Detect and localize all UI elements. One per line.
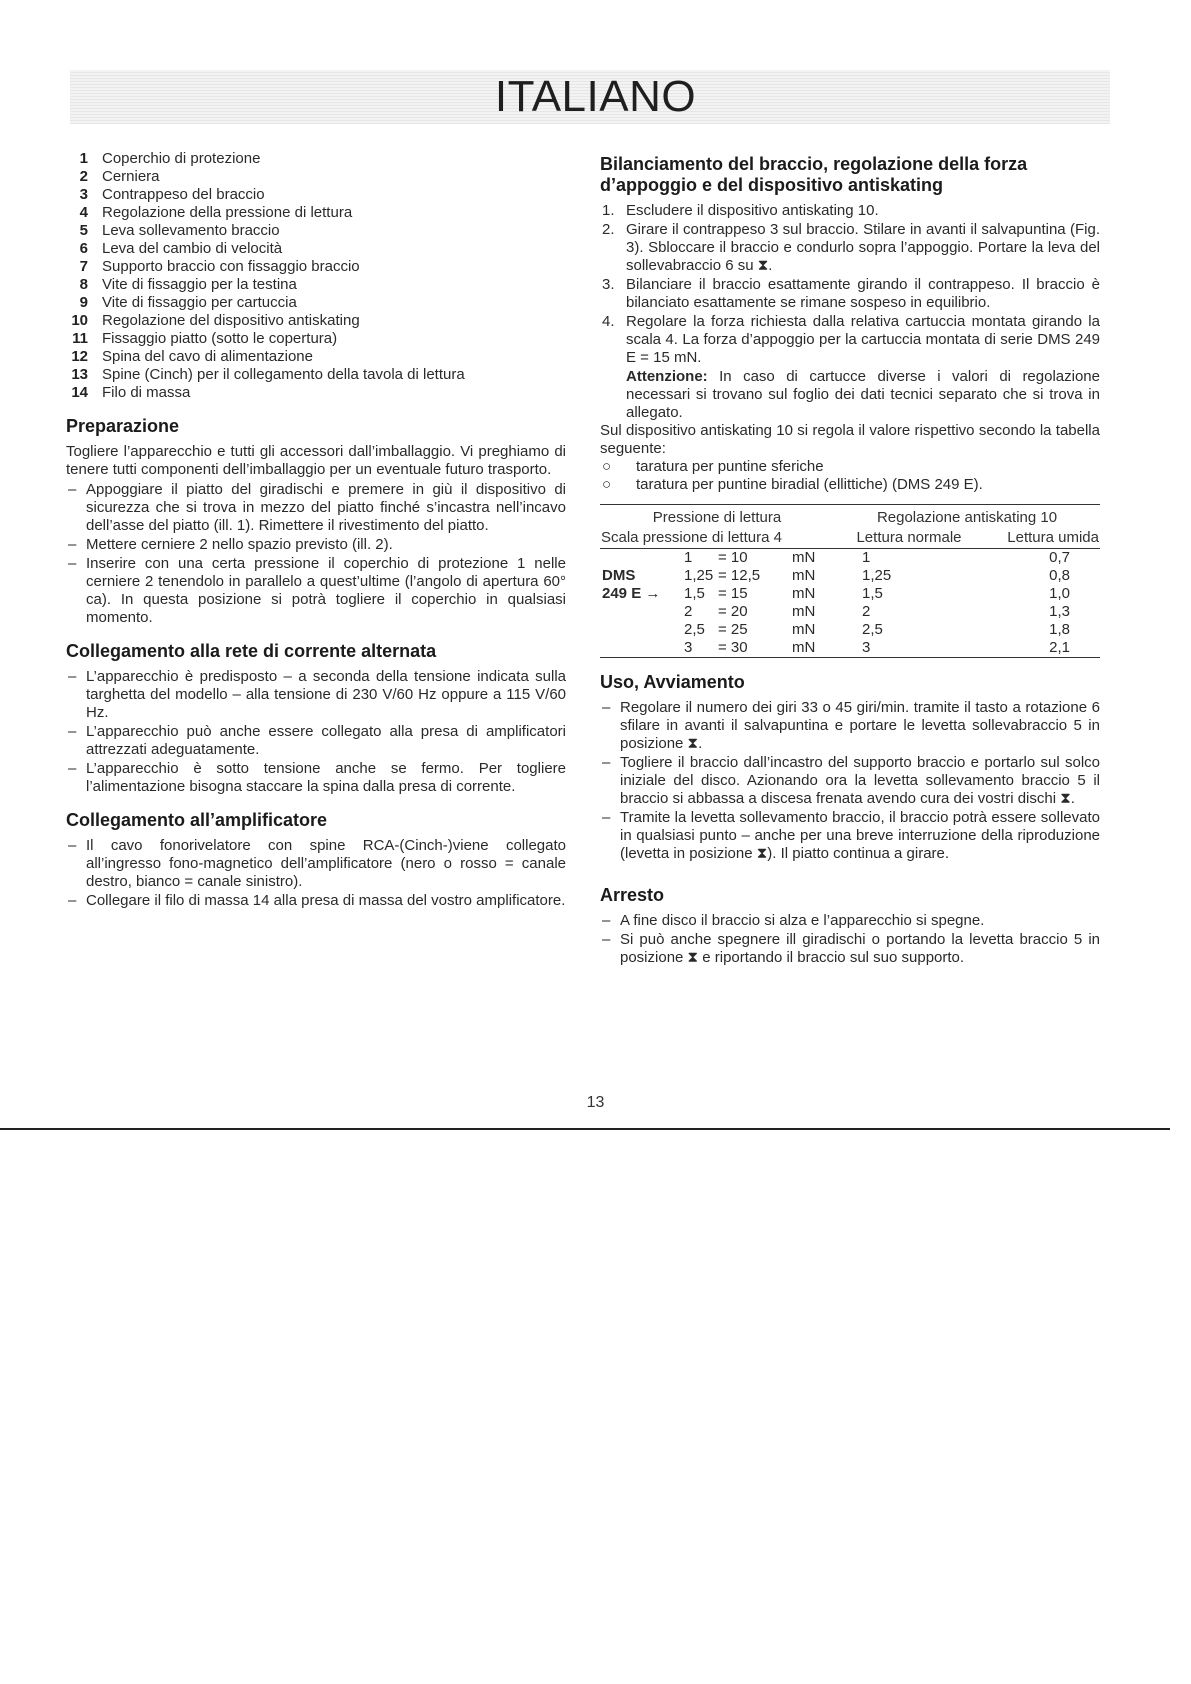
list-item: – Il cavo fonorivelatore con spine RCA-(Cinch-)viene collegato all’ingresso fono-magnetico dell’amplificatore (nero o rosso = canale destro, bianco = canale sinistro).: [66, 837, 566, 891]
scale-cell: 1: [684, 549, 693, 566]
bilanciamento-steps: [600, 202, 1100, 367]
parts-list-item: [66, 204, 566, 222]
wet-cell: 2,1: [984, 639, 1100, 658]
normal-cell: 3: [834, 639, 984, 658]
list-item: – A fine disco il braccio si alza e l’apparecchio si spegne.: [600, 912, 1100, 930]
unit-cell: mN: [792, 567, 816, 584]
part-number: 7: [79, 258, 88, 275]
step-number: 3.: [602, 276, 615, 293]
parts-list-item: [66, 348, 566, 366]
step-number: 4.: [602, 313, 615, 330]
part-label: Supporto braccio con fissaggio braccio: [102, 258, 360, 275]
table-row: [600, 567, 1100, 585]
parts-list-item: [66, 240, 566, 258]
list-item: – L’apparecchio può anche essere collegato alla presa di amplificatori attrezzati adeguatamente.: [66, 723, 566, 759]
calibration-table: [600, 504, 1100, 658]
part-label: Leva sollevamento braccio: [102, 222, 280, 239]
force-cell: = 10: [718, 549, 748, 566]
part-label: Fissaggio piatto (sotto le copertura): [102, 330, 338, 347]
model-cell: [600, 549, 682, 568]
force-cell: = 25: [718, 621, 748, 638]
table-row: [600, 639, 1100, 658]
model-cell: [600, 639, 682, 658]
amplificatore-list: [66, 837, 566, 910]
unit-cell: mN: [792, 603, 816, 620]
parts-list-item: [66, 276, 566, 294]
antiskating-options: [600, 458, 1100, 494]
table-row: [600, 549, 1100, 568]
rete-heading: Collegamento alla rete di corrente alternata: [66, 641, 437, 661]
scale-cell: 1,25: [684, 567, 714, 584]
model-cell: DMS: [602, 567, 636, 584]
part-number: 5: [79, 222, 88, 239]
part-label: Filo di massa: [102, 384, 191, 401]
right-column: [600, 154, 1100, 968]
arresto-list: [600, 912, 1100, 967]
uso-heading: Uso, Avviamento: [600, 672, 745, 692]
option-text: taratura per puntine sferiche: [636, 458, 824, 475]
parts-list-item: [66, 384, 566, 402]
list-item: – Appoggiare il piatto del giradischi e premere in giù il dispositivo di sicurezza che si trova in mezzo del piatto finché s’incastra nell’incavo dell’asse del piatto (ill. 1). Rimettere il rivestimento del piatto.: [66, 481, 566, 535]
bilanciamento-heading: Bilanciamento del braccio, regolazione della forza d’appoggio e del dispositivo antiskating: [600, 154, 1028, 195]
table-header-row: [600, 505, 1100, 529]
model-cell: 249 E →: [602, 585, 661, 602]
list-item: – Inserire con una certa pressione il coperchio di protezione 1 nelle cerniere 2 tenendolo in parallelo a quest’ultime (l’angolo di apertura 60° ca). In questa posizione si potrà togliere il coperchio in qualsiasi momento.: [66, 555, 566, 627]
model-cell: [600, 603, 682, 621]
parts-list-item: [66, 312, 566, 330]
normal-cell: 1,5: [862, 585, 883, 602]
unit-cell: mN: [792, 621, 816, 638]
step-text: Escludere il dispositivo antiskating 10.: [626, 202, 879, 219]
part-label: Vite di fissaggio per la testina: [102, 276, 297, 293]
model-cell: [600, 621, 682, 639]
antiskating-text: Sul dispositivo antiskating 10 si regola il valore rispettivo secondo la tabella seguente:: [600, 422, 1100, 457]
force-cell: = 20: [718, 603, 748, 620]
part-number: 12: [71, 348, 88, 365]
part-number: 1: [79, 150, 88, 167]
wet-cell: 1,3: [1049, 603, 1070, 620]
table-row: [600, 621, 1100, 639]
normal-cell: 1,25: [862, 567, 892, 584]
step-item: [600, 313, 1100, 367]
step-text: Bilanciare il braccio esattamente girando il contrappeso. Il braccio è bilanciato esattamente se rimane sospeso in equilibrio.: [626, 276, 1100, 311]
wet-cell: 1,8: [1049, 621, 1070, 638]
parts-list-item: [66, 258, 566, 276]
part-label: Regolazione della pressione di lettura: [102, 204, 353, 221]
part-number: 2: [79, 168, 88, 185]
list-item: – Collegare il filo di massa 14 alla presa di massa del vostro amplificatore.: [66, 892, 566, 910]
table-subheader-row: [600, 528, 1100, 549]
part-number: 8: [79, 276, 88, 293]
amplificatore-heading: Collegamento all’amplificatore: [66, 810, 328, 830]
part-number: 4: [79, 204, 88, 221]
part-label: Leva del cambio di velocità: [102, 240, 283, 257]
step-number: 1.: [602, 202, 615, 219]
table-row: [600, 603, 1100, 621]
step-number: 2.: [602, 221, 615, 238]
attention-label: Attenzione:: [626, 368, 708, 385]
part-label: Contrappeso del braccio: [102, 186, 265, 203]
list-item: – Regolare il numero dei giri 33 o 45 giri/min. tramite il tasto a rotazione 6 sfilare in avanti il salvapuntina e portare le levetta sollevabraccio 5 in posizione ⧗.: [600, 699, 1100, 753]
parts-list-item: [66, 150, 566, 168]
arresto-heading: Arresto: [600, 885, 665, 905]
parts-list-item: [66, 222, 566, 240]
antiskating-header: Regolazione antiskating 10: [876, 509, 1058, 526]
attention-note: [600, 368, 1100, 422]
part-number: 9: [79, 294, 88, 311]
scale-cell: 2,5: [684, 621, 705, 638]
parts-list-item: [66, 186, 566, 204]
scale-cell: 1,5: [684, 585, 705, 602]
footer-rule: [0, 1128, 1170, 1130]
list-item: – Tramite la levetta sollevamento braccio, il braccio potrà essere sollevato in qualsiasi punto – anche per una breve interruzione della riproduzione (levetta in posizione ⧗). Il piatto continua a girare.: [600, 809, 1100, 863]
normal-cell: 1: [862, 549, 871, 566]
preparazione-intro: Togliere l’apparecchio e tutti gli accessori dall’imballaggio. Vi preghiamo di tenere tutti componenti dell’imballaggio per un eventuale futuro trasporto.: [66, 443, 566, 478]
scale-cell: 2: [684, 603, 693, 620]
option-item: [600, 476, 1100, 494]
wet-cell: 0,7: [1049, 549, 1070, 566]
wet-subheader: Lettura umida: [984, 528, 1100, 549]
part-label: Regolazione del dispositivo antiskating: [102, 312, 360, 329]
list-item: – Togliere il braccio dall’incastro del supporto braccio e portarlo sul solco iniziale del disco. Azionando ora la levetta sollevamento braccio 5 il braccio si abbassa a discesa frenata avendo cura dei vostri dischi ⧗.: [600, 754, 1100, 808]
table-row: [600, 585, 1100, 603]
preparazione-heading: Preparazione: [66, 416, 180, 436]
option-text: taratura per puntine biradial (ellittiche) (DMS 249 E).: [636, 476, 983, 493]
part-number: 3: [79, 186, 88, 203]
uso-list: [600, 699, 1100, 863]
unit-cell: mN: [792, 549, 816, 566]
force-cell: = 15: [718, 585, 748, 602]
circle-icon: ○: [602, 476, 612, 493]
part-label: Cerniera: [102, 168, 160, 185]
parts-list-item: [66, 168, 566, 186]
part-label: Coperchio di protezione: [102, 150, 261, 167]
step-text: Regolare la forza richiesta dalla relativa cartuccia montata girando la scala 4. La forza d’appoggio per la cartuccia montata di serie DMS 249 E = 15 mN.: [626, 313, 1100, 366]
wet-cell: 1,0: [1049, 585, 1070, 602]
pressure-header: Pressione di lettura: [652, 509, 782, 526]
part-number: 6: [79, 240, 88, 257]
unit-cell: mN: [790, 639, 834, 658]
list-item: – Si può anche spegnere ill giradischi o portando la levetta braccio 5 in posizione ⧗ e riportando il braccio sul suo supporto.: [600, 931, 1100, 967]
rete-list: [66, 668, 566, 796]
list-item: – L’apparecchio è predisposto – a seconda della tensione indicata sulla targhetta del modello – alla tensione di 230 V/60 Hz oppure a 115 V/60 Hz.: [66, 668, 566, 722]
scale-subheader: Scala pressione di lettura 4: [600, 528, 834, 549]
parts-list-item: [66, 330, 566, 348]
force-cell: = 30: [716, 639, 790, 658]
normal-cell: 2: [862, 603, 871, 620]
normal-cell: 2,5: [862, 621, 883, 638]
step-item: [600, 202, 1100, 220]
step-text: Girare il contrappeso 3 sul braccio. Stilare in avanti il salvapuntina (Fig. 3). Sbloccare il braccio e condurlo sopra l’appoggio. Portare la leva del sollevabraccio 6 su ⧗.: [626, 221, 1100, 274]
step-item: [600, 221, 1100, 275]
parts-list-item: [66, 366, 566, 384]
page-title: ITALIANO: [494, 72, 697, 121]
option-item: [600, 458, 1100, 476]
page-number: 13: [586, 1094, 605, 1111]
wet-cell: 0,8: [1049, 567, 1070, 584]
part-number: 11: [72, 330, 88, 347]
part-label: Vite di fissaggio per cartuccia: [102, 294, 297, 311]
part-label: Spina del cavo di alimentazione: [102, 348, 313, 365]
preparazione-list: [66, 481, 566, 627]
scale-cell: 3: [682, 639, 716, 658]
force-cell: = 12,5: [718, 567, 761, 584]
unit-cell: mN: [792, 585, 816, 602]
part-label: Spine (Cinch) per il collegamento della tavola di lettura: [102, 366, 465, 383]
parts-list-item: [66, 294, 566, 312]
part-number: 14: [71, 384, 88, 401]
part-number: 13: [71, 366, 88, 383]
part-number: 10: [71, 312, 88, 329]
step-item: [600, 276, 1100, 312]
list-item: – L’apparecchio è sotto tensione anche se fermo. Per togliere l’alimentazione bisogna staccare la spina dalla presa di corrente.: [66, 760, 566, 796]
circle-icon: ○: [602, 458, 612, 475]
parts-list: [66, 150, 566, 402]
list-item: – Mettere cerniere 2 nello spazio previsto (ill. 2).: [66, 536, 566, 554]
attention-text: In caso di cartucce diverse i valori di regolazione necessari si trovano sul foglio dei dati tecnici separato che si trova in allegato.: [626, 368, 1100, 421]
left-column: [66, 150, 566, 911]
normal-subheader: Lettura normale: [834, 528, 984, 549]
